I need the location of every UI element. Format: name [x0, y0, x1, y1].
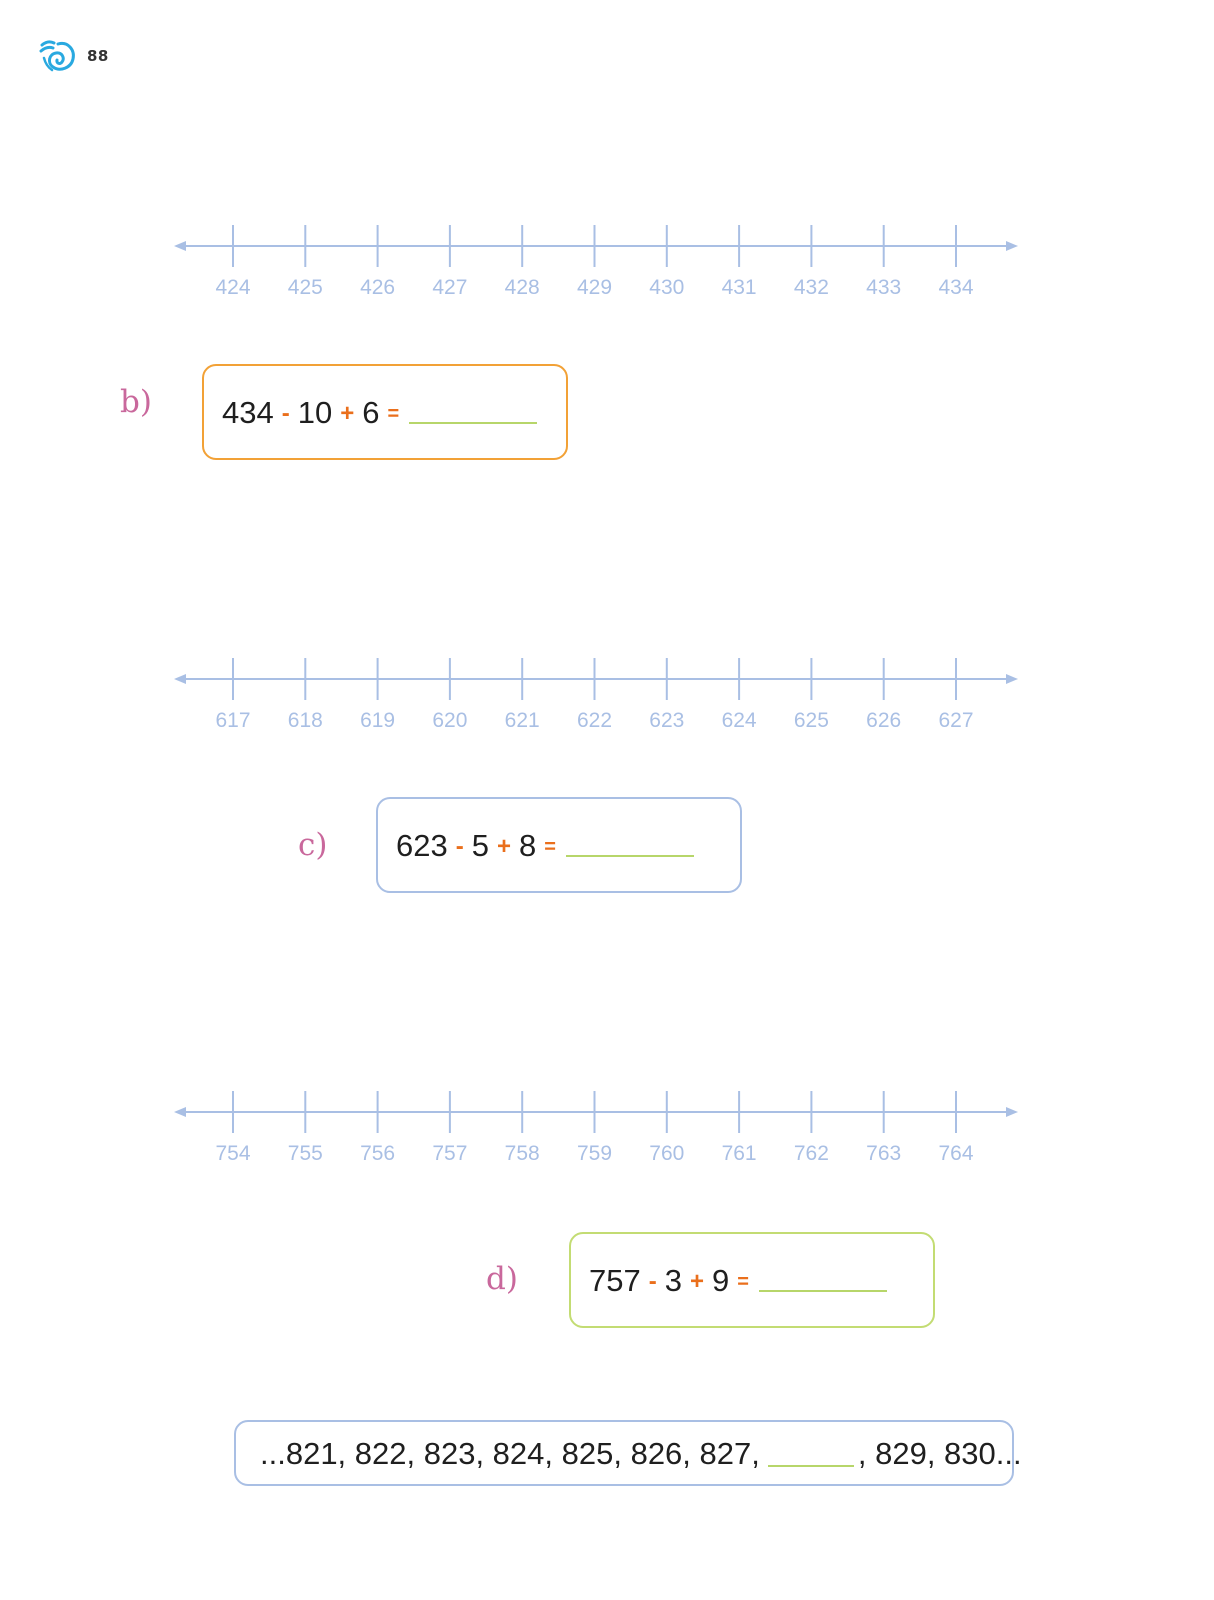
expression — [589, 1263, 887, 1303]
tick-label: 755 — [287, 1142, 323, 1165]
number-line-svg — [170, 649, 1030, 739]
tick-label: 426 — [360, 276, 396, 299]
number-line-svg — [170, 216, 1030, 306]
tick-label: 434 — [938, 276, 974, 299]
expression-box-c — [376, 797, 742, 893]
equals-sign: = — [387, 403, 400, 425]
operand-b: 3 — [664, 1263, 682, 1298]
tick-label: 764 — [938, 1142, 974, 1165]
tick-label: 429 — [576, 276, 613, 299]
tick-label: 759 — [576, 1142, 613, 1165]
minus-sign: - — [281, 400, 290, 427]
tick-label: 621 — [504, 709, 540, 732]
answer-blank[interactable] — [409, 422, 537, 424]
tick-label: 424 — [215, 276, 251, 299]
operand-b: 10 — [297, 395, 333, 430]
operand-c: 6 — [362, 395, 380, 430]
tick-label: 623 — [649, 709, 685, 732]
sequence-after: , 829, 830... — [857, 1436, 1022, 1471]
tick-label: 427 — [432, 276, 468, 299]
tick-label: 625 — [793, 709, 829, 732]
arrow-left-icon — [174, 241, 186, 251]
tick-label: 762 — [793, 1142, 829, 1165]
tick-label: 756 — [360, 1142, 396, 1165]
tick-label: 761 — [721, 1142, 757, 1165]
plus-sign: + — [496, 833, 511, 860]
tick-label: 433 — [866, 276, 902, 299]
expression — [222, 395, 537, 435]
expression-box-b — [202, 364, 568, 460]
arrow-right-icon — [1006, 1107, 1018, 1117]
equals-sign: = — [737, 1271, 749, 1293]
tick-label: 624 — [721, 709, 757, 732]
tick-label: 627 — [938, 709, 974, 732]
tick-label: 626 — [866, 709, 902, 732]
number-line-c — [170, 649, 1030, 739]
tick-label: 432 — [793, 276, 829, 299]
arrow-right-icon — [1006, 674, 1018, 684]
plus-sign: + — [340, 400, 355, 427]
tick-label: 620 — [432, 709, 468, 732]
exercise-label-c: c) — [298, 827, 328, 863]
arrow-right-icon — [1006, 241, 1018, 251]
equals-sign: = — [544, 836, 556, 858]
tick-label: 622 — [576, 709, 613, 732]
tick-label: 754 — [215, 1142, 251, 1165]
plus-sign: + — [689, 1268, 704, 1295]
number-sequence — [260, 1436, 1022, 1472]
tick-label: 430 — [649, 276, 685, 299]
number-sequence-box — [234, 1420, 1022, 1486]
tick-label: 425 — [287, 276, 323, 299]
answer-blank[interactable] — [566, 855, 694, 857]
tick-label: 763 — [866, 1142, 902, 1165]
operand-a: 434 — [222, 395, 274, 430]
page-header — [38, 36, 109, 76]
tick-label: 619 — [360, 709, 396, 732]
tick-label: 757 — [432, 1142, 468, 1165]
spiral-logo-icon — [38, 36, 78, 76]
tick-label: 428 — [504, 276, 540, 299]
tick-label: 617 — [215, 709, 251, 732]
minus-sign: - — [648, 1268, 657, 1295]
page-number: 88 — [87, 47, 109, 65]
tick-label: 758 — [504, 1142, 540, 1165]
arrow-left-icon — [174, 1107, 186, 1117]
operand-a: 757 — [589, 1263, 641, 1298]
expression-box-d — [569, 1232, 935, 1328]
sequence-before: ...821, 822, 823, 824, 825, 826, 827, — [260, 1436, 760, 1471]
answer-blank[interactable] — [768, 1465, 854, 1467]
arrow-left-icon — [174, 674, 186, 684]
exercise-label-b: b) — [120, 384, 152, 420]
tick-label: 618 — [287, 709, 323, 732]
number-line-b — [170, 216, 1030, 306]
operand-a: 623 — [396, 828, 448, 863]
operand-c: 8 — [519, 828, 537, 863]
number-line-d — [170, 1082, 1030, 1172]
tick-label: 760 — [649, 1142, 685, 1165]
operand-b: 5 — [471, 828, 489, 863]
exercise-label-d: d) — [486, 1261, 518, 1297]
operand-c: 9 — [712, 1263, 730, 1298]
minus-sign: - — [455, 833, 464, 860]
tick-label: 431 — [721, 276, 757, 299]
expression — [396, 828, 694, 868]
number-line-svg — [170, 1082, 1030, 1172]
answer-blank[interactable] — [759, 1290, 887, 1292]
